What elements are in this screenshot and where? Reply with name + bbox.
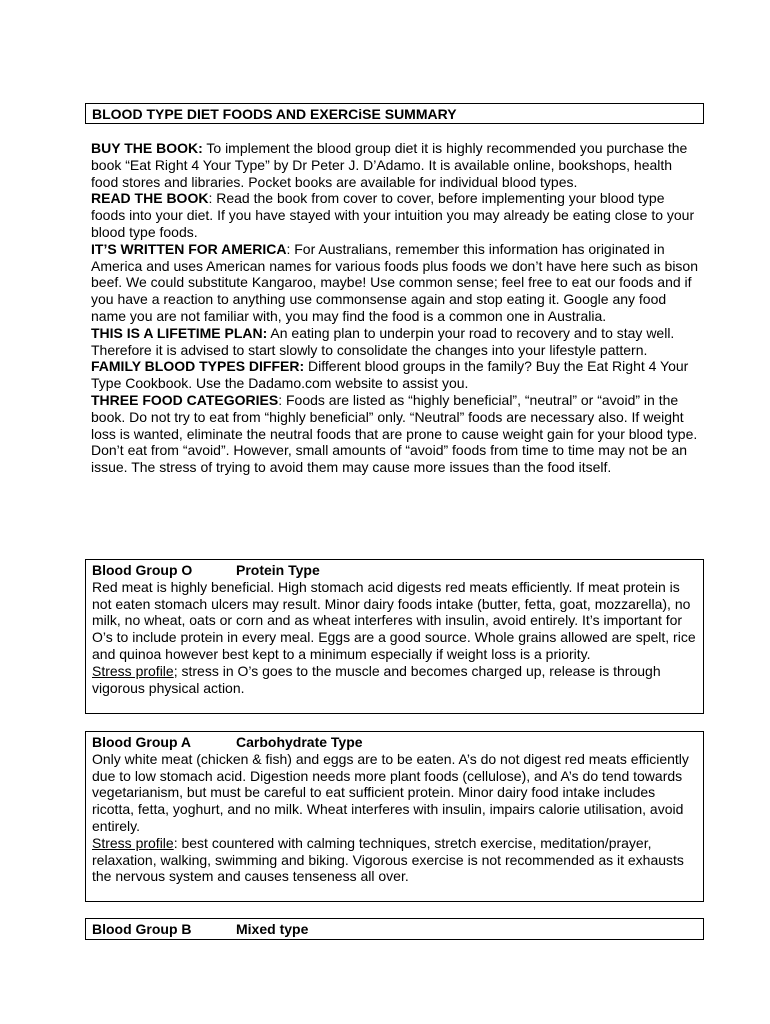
stress-profile-label: Stress profile xyxy=(92,834,174,851)
intro-text: To implement the blood group diet it is highly recommended you purchase the book “Eat Right 4 Your Type” by Dr Peter J. D’Adamo. It is available online, bookshops, health food stores and libraries. Pocket books are available for individual blood types. xyxy=(91,140,688,190)
stress-profile-text: ; stress in O’s goes to the muscle and becomes charged up, release is through vigorous physical action. xyxy=(92,662,661,696)
intro-paragraph-read-book xyxy=(91,190,701,240)
blood-group-b-box xyxy=(85,918,704,940)
intro-paragraph-buy-book xyxy=(91,140,701,190)
intro-paragraph-america xyxy=(91,241,701,325)
intro-heading: THREE FOOD CATEGORIES xyxy=(91,391,279,408)
blood-group-a-box xyxy=(85,731,704,902)
intro-text: : Foods are listed as “highly beneficial”, “neutral” or “avoid” in the book. Do not try to eat from “highly beneficial” only. “Neutral” foods are necessary also. If weight loss is wanted, eliminate the neutral foods that are prone to cause weight gain for your blood type. Don’t eat from “avoid”. However, small amounts of “avoid” foods from time to time may not be an issue. The stress of trying to avoid them may cause more issues than the food itself. xyxy=(91,391,698,476)
intro-text: : Read the book from cover to cover, before implementing your blood type foods into your diet. If you have stayed with your intuition you may already be eating close to your blood type foods. xyxy=(91,190,695,240)
group-name: Blood Group A xyxy=(92,734,192,750)
group-name: Blood Group O xyxy=(92,562,193,578)
blood-group-o-box xyxy=(85,559,704,714)
intro-paragraph-lifetime xyxy=(91,325,701,359)
intro-text: : For Australians, remember this information has originated in America and uses American names for various foods plus foods we don’t have here such as bison beef. We could substitute Kangaroo, maybe! Use common sense; feel free to eat our foods and if you have a reaction to anything use commonsense again and stop eating it. Google any food name you are not familiar with, you may find the food is a common one in Australia. xyxy=(91,240,698,324)
page-title: BLOOD TYPE DIET FOODS AND EXERCiSE SUMMARY xyxy=(92,106,457,122)
group-heading xyxy=(92,562,697,579)
intro-heading: BUY THE BOOK: xyxy=(91,140,203,156)
stress-profile-text: : best countered with calming techniques, stretch exercise, meditation/prayer, relaxation, walking, swimming and biking. Vigorous exercise is not recommended as it exhausts the nervous system and causes tenseness all over. xyxy=(92,834,684,885)
intro-paragraph-categories xyxy=(91,392,701,476)
group-body: Red meat is highly beneficial. High stomach acid digests red meats efficiently. If meat protein is not eaten stomach ulcers may result. Minor dairy foods intake (butter, fetta, goat, mozzarella), no milk, no wheat, oats or corn and as wheat interferes with insulin, avoid entirely. It’s important for O’s to include protein in every meal. Eggs are a good source. Whole grains allowed are spelt, rice and quinoa however best kept to a minimum especially if weight loss is a priority. xyxy=(92,578,696,662)
group-type: Mixed type xyxy=(236,921,309,937)
stress-paragraph xyxy=(92,835,697,885)
intro-text: Different blood groups in the family? Buy the Eat Right 4 Your Type Cookbook. Use the Dadamo.com website to assist you. xyxy=(91,358,689,392)
intro-heading: IT’S WRITTEN FOR AMERICA xyxy=(91,240,287,257)
group-heading xyxy=(92,921,697,938)
stress-paragraph xyxy=(92,663,697,697)
intro-heading: FAMILY BLOOD TYPES DIFFER: xyxy=(91,358,305,375)
group-type: Carbohydrate Type xyxy=(236,734,363,750)
intro-text: An eating plan to underpin your road to recovery and to stay well. Therefore it is advised to start slowly to consolidate the changes into your lifestyle pattern. xyxy=(91,324,675,358)
stress-profile-label: Stress profile xyxy=(92,662,174,679)
group-heading xyxy=(92,734,697,751)
group-name: Blood Group B xyxy=(92,921,192,937)
intro-section xyxy=(91,140,701,476)
intro-paragraph-family xyxy=(91,358,701,392)
title-box xyxy=(85,103,704,124)
intro-heading: THIS IS A LIFETIME PLAN: xyxy=(91,324,268,341)
group-body: Only white meat (chicken & fish) and eggs are to be eaten. A’s do not digest red meats efficiently due to low stomach acid. Digestion needs more plant foods (cellulose), and A’s do tend towards vegetarianism, but must be careful to eat sufficient protein. Minor dairy food intake includes ricotta, fetta, yoghurt, and no milk. Wheat interferes with insulin, impairs calorie utilisation, avoid entirely. xyxy=(92,750,689,834)
intro-heading: READ THE BOOK xyxy=(91,190,209,207)
group-type: Protein Type xyxy=(236,562,320,578)
